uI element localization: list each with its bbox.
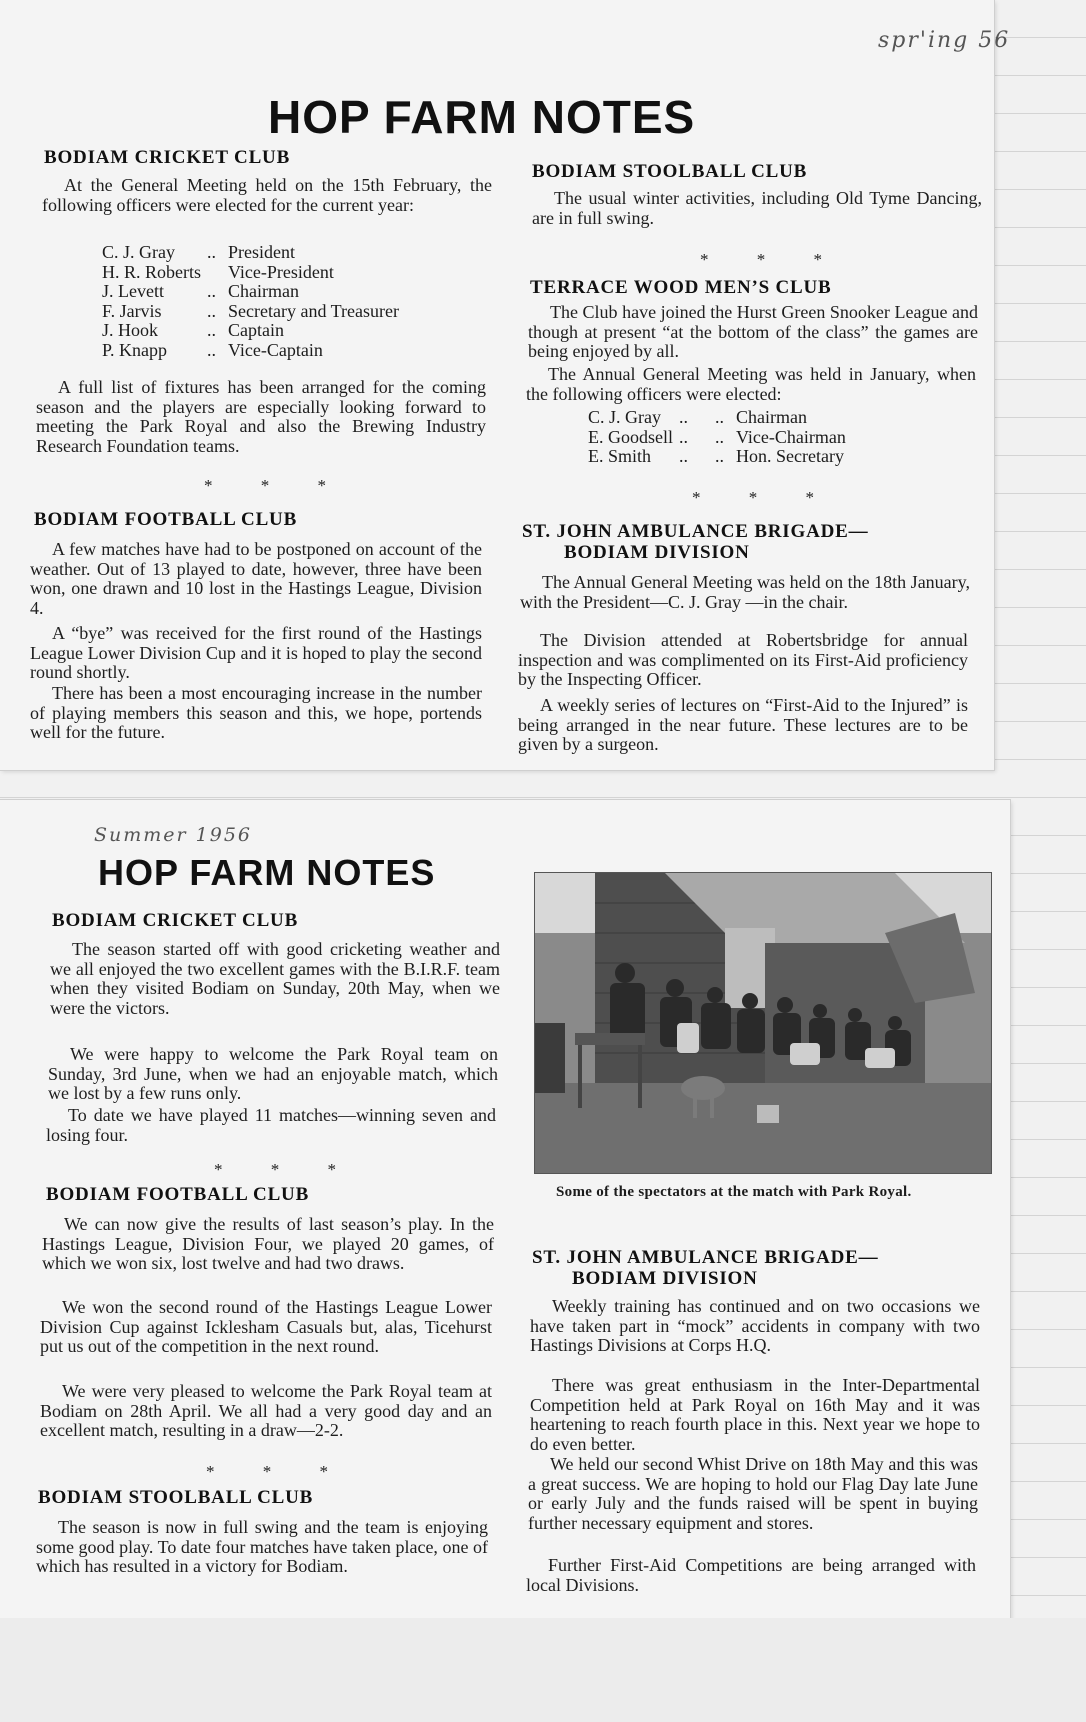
page-bottom-edge: [0, 1618, 1086, 1722]
terrace-wood-heading: TERRACE WOOD MEN’S CLUB: [530, 277, 832, 298]
ambulance-paragraph-1: The Annual General Meeting was held on the 18th January, with the President—C. J. Gray —in the chair.: [520, 572, 970, 612]
handwritten-date-summer: Summer 1956: [94, 824, 253, 846]
terrace-wood-paragraph-2: The Annual General Meeting was held in January, when the following officers were elected:: [526, 364, 976, 404]
cricket-paragraph-1: The season started off with good cricketing weather and we all enjoyed the two excellent games with the B.I.R.F. team when they visited Bodiam on Sunday, 20th May, when we were the victors.: [50, 939, 500, 1018]
football-heading: BODIAM FOOTBALL CLUB: [46, 1184, 310, 1205]
ambulance-heading-line1: ST. JOHN AMBULANCE BRIGADE—: [522, 521, 869, 542]
handwritten-date-spring: spr'ing 56: [878, 28, 1011, 53]
officer-row: J. Hook .. Captain: [102, 320, 284, 341]
stoolball-paragraph: The usual winter activities, including Old Tyme Dancing, are in full swing.: [532, 188, 982, 228]
football-paragraph-2: A “bye” was received for the first round of the Hastings League Lower Division Cup and it is hoped to play the second round shortly.: [30, 623, 482, 683]
cricket-intro: At the General Meeting held on the 15th February, the following officers were elected for the current year:: [42, 175, 492, 215]
section-separator: * * *: [214, 1160, 358, 1179]
football-paragraph-1: We can now give the results of last season’s play. In the Hastings League, Division Four, we played 20 games, of which we won six, lost twelve and had two draws.: [42, 1214, 494, 1274]
spring-clipping: [0, 0, 1011, 770]
stoolball-heading: BODIAM STOOLBALL CLUB: [532, 161, 808, 182]
officer-row: E. Smith .. .. Hon. Secretary: [588, 446, 844, 467]
cricket-fixtures-paragraph: A full list of fixtures has been arranged for the coming season and the players are especially looking forward to meeting the Park Royal and also the Brewing Industry Research Foundation teams.: [36, 377, 486, 456]
terrace-wood-officers-list: [588, 408, 846, 467]
ambulance-paragraph-3: A weekly series of lectures on “First-Aid to the Injured” is being arranged in the near future. These lectures are to be given by a surgeon.: [518, 695, 968, 755]
page-title: HOP FARM NOTES: [98, 852, 436, 893]
stoolball-paragraph: The season is now in full swing and the team is enjoying some good play. To date four matches have taken place, one of which has resulted in a victory for Bodiam.: [36, 1517, 488, 1577]
section-separator: * * *: [692, 488, 836, 507]
photo-caption: Some of the spectators at the match with Park Royal.: [556, 1184, 912, 1200]
section-separator: * * *: [206, 1462, 350, 1481]
cricket-heading: BODIAM CRICKET CLUB: [44, 147, 291, 168]
football-heading: BODIAM FOOTBALL CLUB: [34, 509, 298, 530]
ambulance-paragraph-1: Weekly training has continued and on two occasions we have taken part in “mock” accidents in company with two Hastings Divisions at Corps H.Q.: [530, 1296, 980, 1356]
football-paragraph-1: A few matches have had to be postponed on account of the weather. Out of 13 played to date, however, three have been won, one drawn and 10 lost in the Hastings League, Division 4.: [30, 539, 482, 618]
football-paragraph-3: We were very pleased to welcome the Park Royal team at Bodiam on 28th April. We all had a very good day and an excellent match, resulting in a draw—2-2.: [40, 1381, 492, 1441]
ambulance-paragraph-2: The Division attended at Robertsbridge for annual inspection and was complimented on its First-Aid proficiency by the Inspecting Officer.: [518, 630, 968, 690]
section-separator: * * *: [700, 250, 844, 269]
terrace-wood-paragraph-1: The Club have joined the Hurst Green Snooker League and though at present “at the bottom of the class” the games are being enjoyed by all.: [528, 302, 978, 362]
officer-row: J. Levett .. Chairman: [102, 281, 299, 302]
ambulance-paragraph-3: We held our second Whist Drive on 18th May and this was a great success. We are hoping to hold our Flag Day late June or early July and the funds raised will be spent in buying further necessary equipment and stores.: [528, 1454, 978, 1533]
officer-row: E. Goodsell .. .. Vice-Chairman: [588, 426, 846, 447]
cricket-heading: BODIAM CRICKET CLUB: [52, 910, 299, 931]
ambulance-paragraph-4: Further First-Aid Competitions are being arranged with local Divisions.: [526, 1555, 976, 1595]
cricket-paragraph-3: To date we have played 11 matches—winning seven and losing four.: [46, 1105, 496, 1145]
officer-row: H. R. Roberts Vice-President: [102, 261, 334, 282]
ambulance-paragraph-2: There was great enthusiasm in the Inter-Departmental Competition held at Park Royal on 16th May and it was heartening to reach fourth place in this. Next year we hope to do even better.: [530, 1375, 980, 1454]
ambulance-heading-line2: BODIAM DIVISION: [572, 1268, 758, 1289]
officer-row: P. Knapp .. Vice-Captain: [102, 339, 323, 360]
spectators-photo: [534, 872, 992, 1174]
ambulance-heading-line1: ST. JOHN AMBULANCE BRIGADE—: [532, 1247, 879, 1268]
football-paragraph-3: There has been a most encouraging increase in the number of playing members this season and this, we hope, portends well for the future.: [30, 683, 482, 743]
ambulance-heading-line2: BODIAM DIVISION: [564, 542, 750, 563]
page-title: HOP FARM NOTES: [268, 91, 696, 143]
cricket-paragraph-2: We were happy to welcome the Park Royal team on Sunday, 3rd June, when we had an enjoyable match, which we lost by a few runs only.: [48, 1044, 498, 1104]
stoolball-heading: BODIAM STOOLBALL CLUB: [38, 1487, 314, 1508]
football-paragraph-2: We won the second round of the Hastings League Lower Division Cup against Icklesham Casuals but, alas, Ticehurst put us out of the competition in the next round.: [40, 1297, 492, 1357]
spectators-photo-illustration: [535, 873, 991, 1173]
officer-row: C. J. Gray .. President: [102, 242, 295, 262]
officer-row: C. J. Gray .. .. Chairman: [588, 407, 807, 427]
section-separator: * * *: [204, 476, 348, 495]
cricket-officers-list: [102, 243, 399, 361]
officer-row: F. Jarvis .. Secretary and Treasurer: [102, 300, 399, 321]
